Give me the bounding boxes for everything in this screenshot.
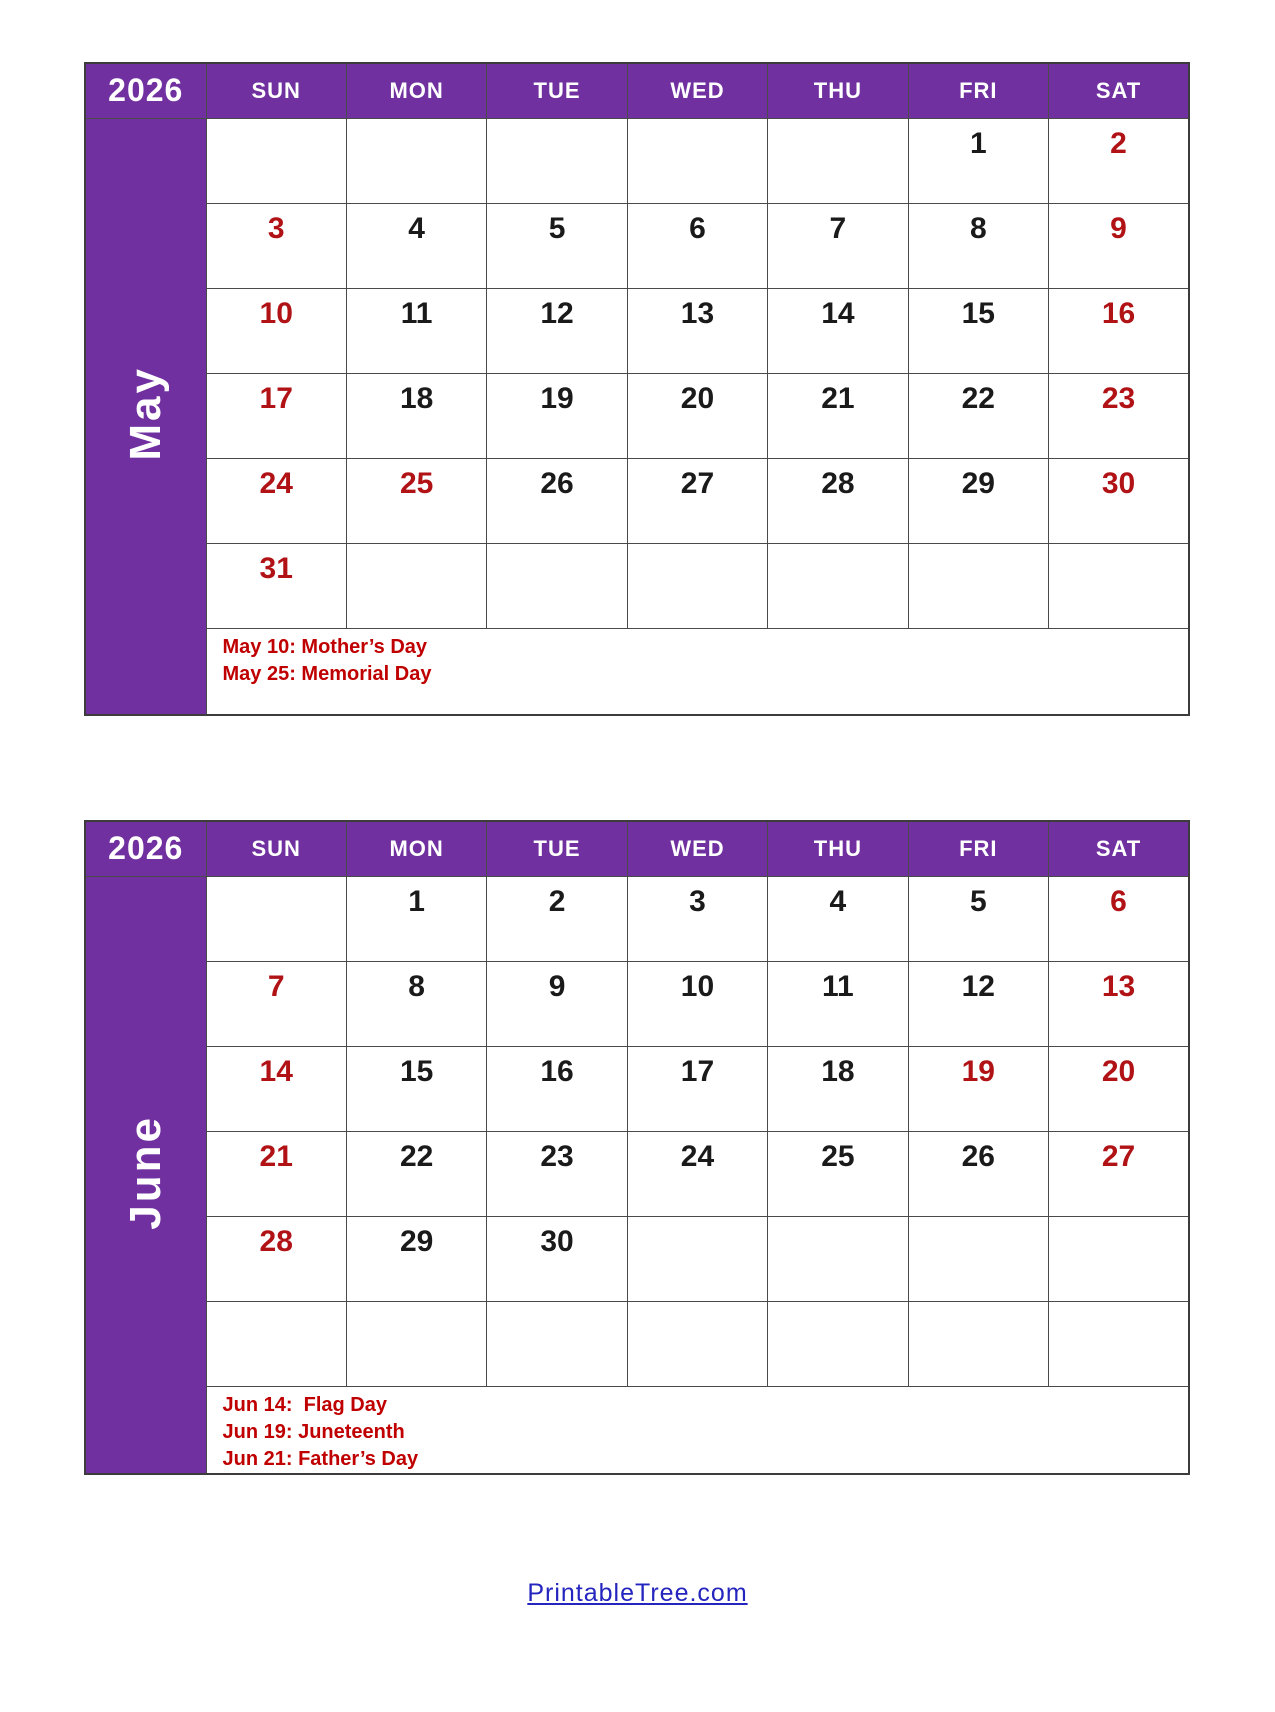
day-cell-june-4: 4 <box>768 876 908 961</box>
day-cell-june-11: 11 <box>768 961 908 1046</box>
holiday-note: May 25: Memorial Day <box>222 662 432 685</box>
june-week-row <box>85 1046 1189 1131</box>
day-cell-june-9: 9 <box>487 961 627 1046</box>
month-label-may <box>85 118 206 715</box>
day-cell-may-29: 29 <box>908 458 1048 543</box>
day-cell-june-24: 24 <box>627 1131 767 1216</box>
weekday-wed: WED <box>627 821 767 876</box>
footer <box>0 1579 1275 1608</box>
day-cell-june-2: 2 <box>487 876 627 961</box>
day-cell-empty <box>346 118 486 203</box>
day-cell-june-12: 12 <box>908 961 1048 1046</box>
day-cell-may-6: 6 <box>627 203 767 288</box>
day-cell-may-30: 30 <box>1049 458 1189 543</box>
day-cell-empty <box>908 1301 1048 1386</box>
day-cell-may-18: 18 <box>346 373 486 458</box>
weekday-sun: SUN <box>206 63 346 118</box>
day-cell-may-14: 14 <box>768 288 908 373</box>
day-cell-june-29: 29 <box>346 1216 486 1301</box>
month-label-june <box>85 876 206 1474</box>
day-cell-may-3: 3 <box>206 203 346 288</box>
day-cell-empty <box>627 543 767 628</box>
day-cell-may-5: 5 <box>487 203 627 288</box>
holiday-notes-may <box>206 628 1189 715</box>
may-week-row <box>85 543 1189 628</box>
day-cell-june-15: 15 <box>346 1046 486 1131</box>
day-cell-june-7: 7 <box>206 961 346 1046</box>
day-cell-may-13: 13 <box>627 288 767 373</box>
day-cell-empty <box>346 1301 486 1386</box>
day-cell-june-26: 26 <box>908 1131 1048 1216</box>
day-cell-empty <box>487 118 627 203</box>
day-cell-empty <box>1049 1301 1189 1386</box>
june-week-row <box>85 1131 1189 1216</box>
weekday-fri: FRI <box>908 63 1048 118</box>
may-2026-calendar <box>84 62 1190 716</box>
may-header-row <box>85 63 1189 118</box>
june-week-row <box>85 1301 1189 1386</box>
weekday-fri: FRI <box>908 821 1048 876</box>
day-cell-june-18: 18 <box>768 1046 908 1131</box>
day-cell-may-31: 31 <box>206 543 346 628</box>
day-cell-may-26: 26 <box>487 458 627 543</box>
day-cell-empty <box>206 876 346 961</box>
day-cell-may-16: 16 <box>1049 288 1189 373</box>
june-2026-calendar <box>84 820 1190 1475</box>
month-text: May <box>120 366 170 462</box>
day-cell-may-1: 1 <box>908 118 1048 203</box>
may-week-row <box>85 458 1189 543</box>
day-cell-june-23: 23 <box>487 1131 627 1216</box>
day-cell-empty <box>487 543 627 628</box>
holiday-note: Jun 14: Flag Day <box>222 1393 387 1416</box>
day-cell-empty <box>768 543 908 628</box>
weekday-wed: WED <box>627 63 767 118</box>
day-cell-empty <box>346 543 486 628</box>
may-week-row <box>85 118 1189 203</box>
may-week-row <box>85 203 1189 288</box>
day-cell-may-8: 8 <box>908 203 1048 288</box>
day-cell-may-2: 2 <box>1049 118 1189 203</box>
day-cell-june-8: 8 <box>346 961 486 1046</box>
day-cell-empty <box>627 118 767 203</box>
day-cell-june-17: 17 <box>627 1046 767 1131</box>
day-cell-empty <box>768 118 908 203</box>
year-label: 2026 <box>85 63 206 118</box>
day-cell-may-24: 24 <box>206 458 346 543</box>
day-cell-may-21: 21 <box>768 373 908 458</box>
may-week-row <box>85 373 1189 458</box>
holiday-note: May 10: Mother’s Day <box>222 635 428 658</box>
day-cell-june-6: 6 <box>1049 876 1189 961</box>
day-cell-may-20: 20 <box>627 373 767 458</box>
day-cell-june-30: 30 <box>487 1216 627 1301</box>
may-holiday-row <box>85 628 1189 715</box>
day-cell-june-27: 27 <box>1049 1131 1189 1216</box>
day-cell-empty <box>1049 1216 1189 1301</box>
day-cell-may-25: 25 <box>346 458 486 543</box>
holiday-notes-june <box>206 1386 1189 1474</box>
day-cell-empty <box>768 1216 908 1301</box>
day-cell-june-10: 10 <box>627 961 767 1046</box>
day-cell-may-23: 23 <box>1049 373 1189 458</box>
year-label: 2026 <box>85 821 206 876</box>
weekday-sat: SAT <box>1049 821 1189 876</box>
day-cell-june-25: 25 <box>768 1131 908 1216</box>
weekday-sat: SAT <box>1049 63 1189 118</box>
weekday-tue: TUE <box>487 821 627 876</box>
day-cell-empty <box>627 1216 767 1301</box>
day-cell-may-12: 12 <box>487 288 627 373</box>
day-cell-may-22: 22 <box>908 373 1048 458</box>
june-week-row <box>85 961 1189 1046</box>
day-cell-empty <box>1049 543 1189 628</box>
day-cell-empty <box>206 118 346 203</box>
day-cell-june-14: 14 <box>206 1046 346 1131</box>
may-week-row <box>85 288 1189 373</box>
weekday-mon: MON <box>346 821 486 876</box>
day-cell-may-11: 11 <box>346 288 486 373</box>
day-cell-june-5: 5 <box>908 876 1048 961</box>
day-cell-june-21: 21 <box>206 1131 346 1216</box>
june-header-row <box>85 821 1189 876</box>
day-cell-empty <box>627 1301 767 1386</box>
day-cell-empty <box>908 543 1048 628</box>
june-holiday-row <box>85 1386 1189 1474</box>
day-cell-empty <box>487 1301 627 1386</box>
june-week-row <box>85 876 1189 961</box>
weekday-mon: MON <box>346 63 486 118</box>
day-cell-may-28: 28 <box>768 458 908 543</box>
weekday-sun: SUN <box>206 821 346 876</box>
day-cell-empty <box>908 1216 1048 1301</box>
day-cell-june-16: 16 <box>487 1046 627 1131</box>
holiday-note: Jun 21: Father’s Day <box>222 1447 419 1470</box>
day-cell-june-22: 22 <box>346 1131 486 1216</box>
day-cell-june-13: 13 <box>1049 961 1189 1046</box>
weekday-thu: THU <box>768 63 908 118</box>
day-cell-may-4: 4 <box>346 203 486 288</box>
day-cell-may-19: 19 <box>487 373 627 458</box>
day-cell-may-17: 17 <box>206 373 346 458</box>
printabletree-link[interactable]: PrintableTree.com <box>527 1578 748 1607</box>
day-cell-may-10: 10 <box>206 288 346 373</box>
weekday-thu: THU <box>768 821 908 876</box>
day-cell-june-3: 3 <box>627 876 767 961</box>
day-cell-june-28: 28 <box>206 1216 346 1301</box>
june-week-row <box>85 1216 1189 1301</box>
day-cell-may-27: 27 <box>627 458 767 543</box>
day-cell-empty <box>768 1301 908 1386</box>
day-cell-empty <box>206 1301 346 1386</box>
day-cell-june-1: 1 <box>346 876 486 961</box>
day-cell-june-19: 19 <box>908 1046 1048 1131</box>
day-cell-may-7: 7 <box>768 203 908 288</box>
day-cell-may-15: 15 <box>908 288 1048 373</box>
day-cell-june-20: 20 <box>1049 1046 1189 1131</box>
day-cell-may-9: 9 <box>1049 203 1189 288</box>
month-text: June <box>120 1114 170 1230</box>
weekday-tue: TUE <box>487 63 627 118</box>
holiday-note: Jun 19: Juneteenth <box>222 1420 405 1443</box>
